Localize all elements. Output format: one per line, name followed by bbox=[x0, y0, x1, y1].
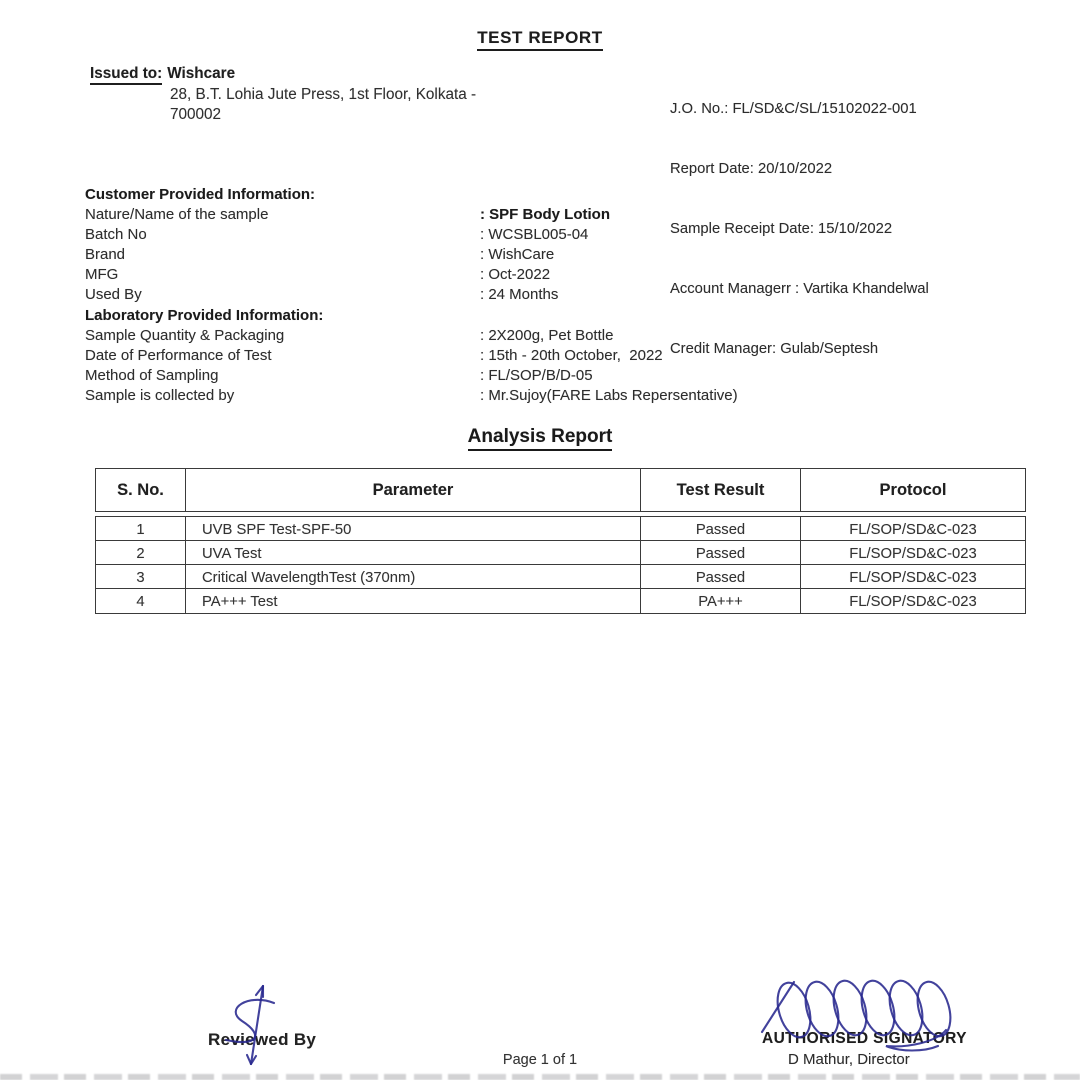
info-row bbox=[85, 386, 785, 406]
info-label: Nature/Name of the sample bbox=[85, 206, 269, 224]
info-value: : 15th - 20th October, 2022 bbox=[480, 346, 663, 364]
info-value: : FL/SOP/B/D-05 bbox=[480, 366, 593, 384]
cell-result: Passed bbox=[641, 565, 801, 588]
issued-to-block bbox=[90, 64, 476, 126]
cutoff-footer-text bbox=[0, 1074, 1080, 1080]
table-header-protocol: Protocol bbox=[879, 480, 947, 499]
table-row bbox=[96, 541, 1025, 565]
cell-sno: 4 bbox=[96, 589, 186, 613]
info-label: Batch No bbox=[85, 226, 147, 244]
info-label: Method of Sampling bbox=[85, 366, 219, 384]
cell-sno: 2 bbox=[96, 541, 186, 564]
customer-info-heading: Customer Provided Information: bbox=[85, 186, 316, 203]
info-value: : SPF Body Lotion bbox=[480, 206, 610, 224]
cell-result: Passed bbox=[641, 541, 801, 564]
info-label: Sample is collected by bbox=[85, 386, 235, 404]
signatory-name: D Mathur, Director bbox=[788, 1051, 910, 1068]
cell-protocol: FL/SOP/SD&C-023 bbox=[849, 545, 977, 562]
issued-to-line bbox=[90, 64, 476, 85]
account-manager: Account Managerr : Vartika Khandelwal bbox=[670, 281, 929, 297]
cell-result: Passed bbox=[641, 517, 801, 540]
laboratory-info-heading: Laboratory Provided Information: bbox=[85, 306, 324, 324]
info-value: : 2X200g, Pet Bottle bbox=[480, 326, 614, 344]
credit-manager: Credit Manager: Gulab/Septesh bbox=[670, 341, 879, 357]
table-header-row bbox=[95, 468, 1026, 512]
report-date: Report Date: 20/10/2022 bbox=[670, 161, 833, 177]
info-row bbox=[85, 326, 785, 346]
table-row bbox=[96, 517, 1025, 541]
reviewed-by-label: Reviewed By bbox=[208, 1030, 317, 1049]
info-label: Date of Performance of Test bbox=[85, 346, 272, 364]
cell-parameter: UVB SPF Test-SPF-50 bbox=[186, 517, 641, 540]
info-row bbox=[85, 245, 785, 265]
cell-protocol: FL/SOP/SD&C-023 bbox=[849, 569, 977, 586]
info-label: Sample Quantity & Packaging bbox=[85, 326, 285, 344]
info-label: Used By bbox=[85, 286, 142, 304]
issued-to-label: Issued to: bbox=[90, 65, 162, 85]
cell-sno: 3 bbox=[96, 565, 186, 588]
info-row bbox=[85, 285, 785, 305]
table-body bbox=[95, 516, 1026, 614]
table-row bbox=[96, 589, 1025, 613]
info-row bbox=[85, 346, 785, 366]
info-row bbox=[85, 265, 785, 285]
analysis-report-heading: Analysis Report bbox=[0, 426, 1080, 448]
cell-parameter: Critical WavelengthTest (370nm) bbox=[186, 565, 641, 588]
issued-to-address-line2: 700002 bbox=[170, 106, 222, 123]
info-row bbox=[85, 205, 785, 225]
cell-sno: 1 bbox=[96, 517, 186, 540]
jo-number: J.O. No.: FL/SD&C/SL/15102022-001 bbox=[670, 101, 917, 117]
info-label: MFG bbox=[85, 266, 119, 284]
page-number: Page 1 of 1 bbox=[502, 1052, 578, 1068]
info-value: : WishCare bbox=[480, 246, 555, 264]
issued-to-name: Wishcare bbox=[167, 65, 236, 82]
info-row bbox=[85, 366, 785, 386]
cell-protocol: FL/SOP/SD&C-023 bbox=[849, 594, 977, 610]
sample-receipt-date: Sample Receipt Date: 15/10/2022 bbox=[670, 221, 893, 237]
table-header-parameter: Parameter bbox=[186, 469, 641, 511]
info-value: : 24 Months bbox=[480, 286, 559, 304]
info-section bbox=[85, 185, 785, 406]
cell-parameter: PA+++ Test bbox=[186, 589, 641, 613]
table-row bbox=[96, 565, 1025, 589]
table-header-sno: S. No. bbox=[96, 469, 186, 511]
cell-result: PA+++ bbox=[641, 589, 801, 613]
info-row bbox=[85, 225, 785, 245]
issued-to-address-line1: 28, B.T. Lohia Jute Press, 1st Floor, Kolkata - bbox=[170, 85, 477, 103]
info-value: : Oct-2022 bbox=[480, 266, 551, 284]
authorised-signatory-label: AUTHORISED SIGNATORY bbox=[762, 1030, 967, 1047]
page-title: TEST REPORT bbox=[0, 28, 1080, 48]
analysis-table bbox=[95, 468, 1026, 614]
info-label: Brand bbox=[85, 246, 126, 264]
info-value: : WCSBL005-04 bbox=[480, 226, 589, 244]
cell-parameter: UVA Test bbox=[186, 541, 641, 564]
cell-protocol: FL/SOP/SD&C-023 bbox=[849, 521, 977, 538]
info-value: : Mr.Sujoy(FARE Labs Repersentative) bbox=[480, 386, 738, 404]
table-header-result: Test Result bbox=[641, 469, 801, 511]
